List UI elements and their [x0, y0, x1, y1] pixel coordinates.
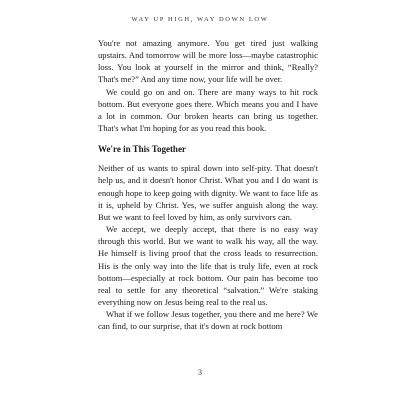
paragraph: What if we follow Jesus together, you there and me here? We can find, to our surprise, that it's down at rock bottom [98, 309, 318, 332]
running-head: WAY UP HIGH, WAY DOWN LOW [131, 16, 269, 23]
paragraph: Neither of us wants to spiral down into self-pity. That doesn't help us, and it doesn't honor Christ. What you and I do want is enough hope to keep going with dignity. We want to face life as it is, upheld by Christ. Yes, we suffer anguish along the way. But we want to feel loved by him, as only survivors can. [98, 163, 318, 222]
page-number: 3 [198, 368, 202, 377]
section-heading: We're in This Together [98, 144, 186, 155]
body-text [98, 37, 318, 332]
paragraph: You're not amazing anymore. You get tired just walking upstairs. And tomorrow will be more loss—maybe catastrophic loss. You look at yourself in the mirror and think, “Really? That's me?” And any time now, your life will be over. [98, 38, 318, 85]
paragraph: We could go on and on. There are many ways to hit rock bottom. But everyone goes there. Which means you and I have a lot in common. Our broken hearts can bring us together. That's what I'm hoping for as you read this book. [98, 86, 318, 134]
paragraph: We accept, we deeply accept, that there is no easy way through this world. But we want to walk his way, all the way. He himself is living proof that the cross leads to resurrection. His is the only way into the life that is truly life, even at rock bottom—especially at rock bottom. Our pain has become too real to settle for any theoretical “salvation.” We're staking everything now on Jesus being real to the real us. [98, 224, 318, 307]
